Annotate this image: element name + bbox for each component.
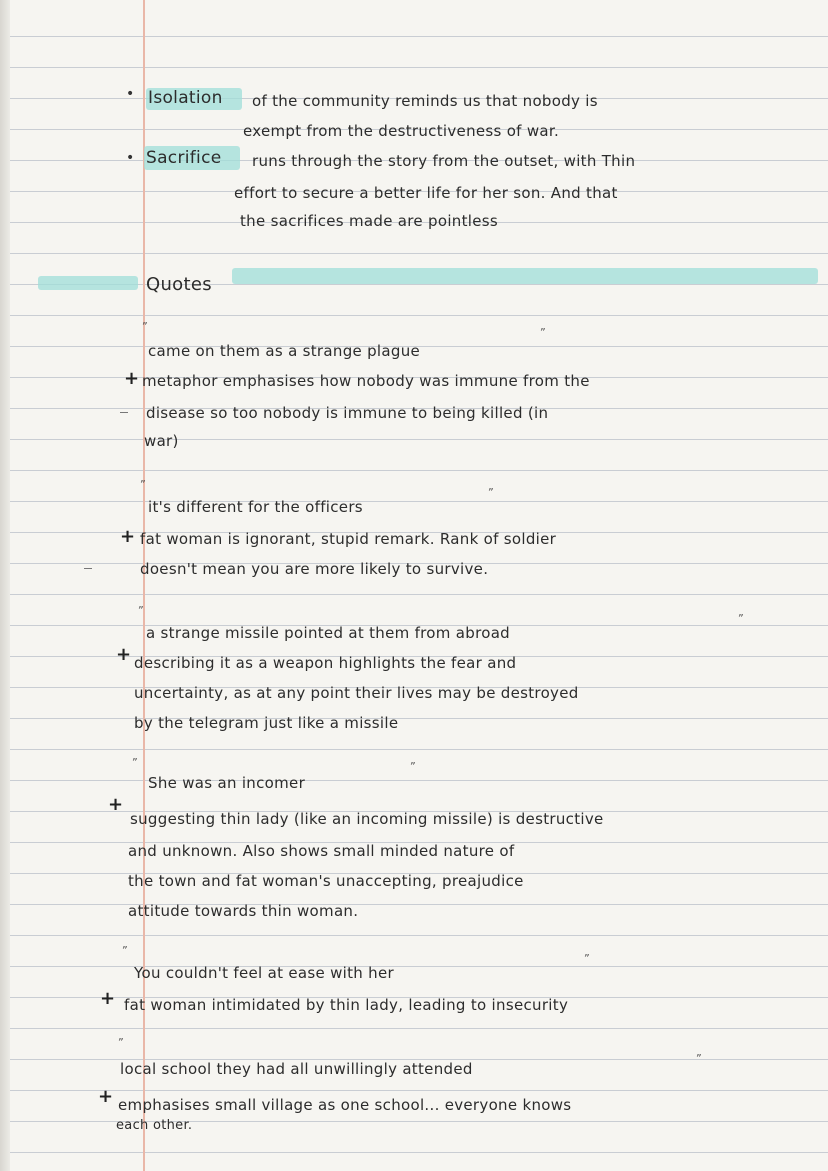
quote-2-text: it's different for the officers [148,498,363,516]
open-quote-mark: ” [122,944,128,957]
close-quote-mark: ” [696,1052,702,1065]
quote-4-analysis-2: and unknown. Also shows small minded nature of [128,842,515,860]
quotes-heading: Quotes [146,274,212,295]
quote-4-analysis-1: suggesting thin lady (like an incoming missile) is destructive [130,810,604,828]
bullet-sacrifice: • [126,150,135,166]
quote-1-analysis-2: disease so too nobody is immune to being killed (in [146,404,549,422]
theme-isolation-line1: of the community reminds us that nobody is [252,92,598,110]
theme-isolation-line2: exempt from the destructiveness of war. [243,122,560,140]
open-quote-mark: ” [140,478,146,491]
plus-icon: + [108,794,124,815]
close-quote-mark: ” [738,612,744,625]
theme-sacrifice-keyword: Sacrifice [146,148,222,168]
quote-5-analysis-1: fat woman intimidated by thin lady, leading to insecurity [124,996,569,1014]
plus-icon: + [116,644,132,665]
quote-1-text: came on them as a strange plague [148,342,421,360]
plus-icon: + [100,988,116,1009]
open-quote-mark: ” [138,604,144,617]
quote-6-analysis-1: emphasises small village as one school... everyone knows [118,1096,572,1114]
close-quote-mark: ” [540,326,546,339]
quote-1-analysis-1: metaphor emphasises how nobody was immune from the [142,372,590,390]
quote-1-analysis-3: war) [144,432,179,450]
close-quote-mark: ” [584,952,590,965]
quote-4-text: She was an incomer [148,774,306,792]
close-quote-mark: ” [488,486,494,499]
quote-5-text: You couldn't feel at ease with her [134,964,394,982]
plus-icon: + [124,368,140,389]
highlight-quotes-right [232,268,818,284]
highlight-quotes-left [38,276,138,290]
margin-dash [120,412,128,413]
close-quote-mark: ” [410,760,416,773]
plus-icon: + [120,526,136,547]
theme-sacrifice-line2: effort to secure a better life for her son. And that [234,184,618,202]
quote-2-analysis-1: fat woman is ignorant, stupid remark. Rank of soldier [140,530,557,548]
theme-sacrifice-line3: the sacrifices made are pointless [240,212,499,230]
theme-sacrifice-line1: runs through the story from the outset, with Thin [252,152,636,170]
quote-4-analysis-4: attitude towards thin woman. [128,902,359,920]
open-quote-mark: ” [132,756,138,769]
quote-2-analysis-2: doesn't mean you are more likely to survive. [140,560,489,578]
open-quote-mark: ” [142,320,148,333]
plus-icon: + [98,1086,114,1107]
quote-3-analysis-2: uncertainty, as at any point their lives may be destroyed [134,684,579,702]
quote-3-text: a strange missile pointed at them from abroad [146,624,511,642]
margin-dash [84,568,92,569]
bullet-isolation: • [126,86,135,102]
theme-isolation-keyword: Isolation [148,88,223,108]
quote-4-analysis-3: the town and fat woman's unaccepting, preajudice [128,872,524,890]
quote-6-text: local school they had all unwillingly attended [120,1060,473,1078]
open-quote-mark: ” [118,1036,124,1049]
page-binding [0,0,10,1171]
quote-3-analysis-3: by the telegram just like a missile [134,714,399,732]
quote-3-analysis-1: describing it as a weapon highlights the fear and [134,654,517,672]
quote-6-analysis-2: each other. [116,1118,193,1133]
